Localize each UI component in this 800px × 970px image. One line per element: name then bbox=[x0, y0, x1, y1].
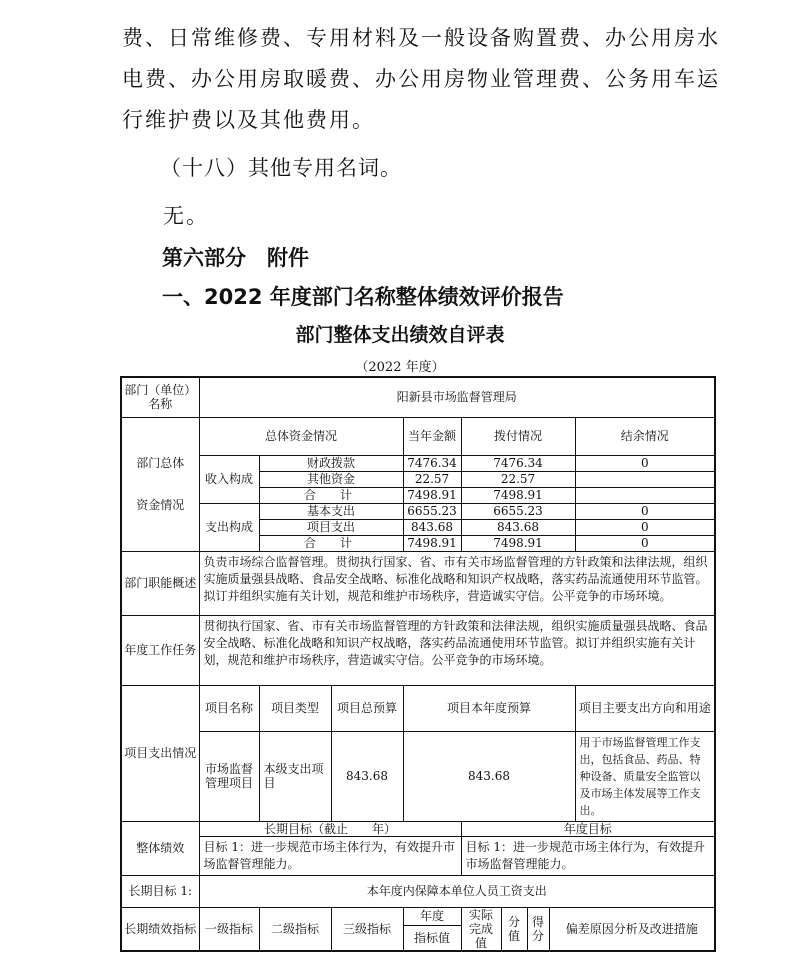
indicator-label: 长期绩效指标 bbox=[121, 907, 199, 951]
income-balance bbox=[575, 471, 715, 487]
long-goal-1-row bbox=[121, 875, 715, 907]
expense-allocated: 7498.91 bbox=[461, 535, 575, 551]
score-points-header: 分值 bbox=[501, 907, 527, 951]
project-name: 市场监督管理项目 bbox=[199, 731, 259, 821]
goals-header-row bbox=[121, 821, 715, 836]
expense-balance: 0 bbox=[575, 535, 715, 551]
indicator-header-row-1 bbox=[121, 907, 715, 925]
income-allocated: 7498.91 bbox=[461, 487, 575, 503]
income-amount: 7498.91 bbox=[403, 487, 461, 503]
income-name: 合 计 bbox=[259, 487, 403, 503]
expense-amount: 7498.91 bbox=[403, 535, 461, 551]
task-label: 年度工作任务 bbox=[121, 615, 199, 685]
none-text: 无。 bbox=[163, 204, 209, 228]
project-header-row bbox=[121, 685, 715, 731]
expense-allocated: 6655.23 bbox=[461, 503, 575, 519]
income-name: 财政拨款 bbox=[259, 455, 403, 471]
level2-header: 二级指标 bbox=[259, 907, 331, 951]
task-text: 贯彻执行国家、省、市有关市场监督管理的方针政策和法律法规，组织实施质量强县战略、食品安全战略、标准化战略和知识产权战略，落实药品流通使用环节监管。拟订并组织实施有关计划，规范和维护市场秩序，营造诚实守信。公平竞争的市场环境。 bbox=[199, 615, 715, 685]
expense-amount: 6655.23 bbox=[403, 503, 461, 519]
target-header: 指标值 bbox=[403, 925, 461, 951]
dept-row bbox=[121, 377, 715, 417]
goals-row bbox=[121, 836, 715, 875]
project-year-budget: 843.68 bbox=[403, 731, 575, 821]
performance-table bbox=[120, 376, 716, 952]
income-amount: 22.57 bbox=[403, 471, 461, 487]
project-total-budget-header: 项目总预算 bbox=[331, 685, 403, 731]
actual-header: 实际完成值 bbox=[461, 907, 501, 951]
function-row bbox=[121, 551, 715, 615]
expense-label: 支出构成 bbox=[199, 503, 259, 551]
expense-row-1 bbox=[121, 503, 715, 519]
overall-funds-header: 总体资金情况 bbox=[199, 417, 403, 455]
deviation-header: 偏差原因分析及改进措施 bbox=[549, 907, 715, 951]
project-name-header: 项目名称 bbox=[199, 685, 259, 731]
long-term-header: 长期目标（截止 年） bbox=[199, 821, 461, 836]
project-year-budget-header: 项目本年度预算 bbox=[403, 685, 575, 731]
funds-group-label bbox=[121, 417, 199, 551]
allocated-header: 拨付情况 bbox=[461, 417, 575, 455]
function-label: 部门职能概述 bbox=[121, 551, 199, 615]
annual-goal: 目标 1：进一步规范市场主体行为，有效提升市场监督管理能力。 bbox=[461, 836, 715, 875]
project-direction: 用于市场监督管理工作支出，包括食品、药品、特种设备、质量安全监管以及市场主体发展等工作支出。 bbox=[575, 731, 715, 821]
funds-header-row bbox=[121, 417, 715, 455]
current-amount-header: 当年金额 bbox=[403, 417, 461, 455]
body-line-1: 费、日常维修费、专用材料及一般设备购置费、办公用房水 bbox=[122, 26, 720, 50]
body-line-3: 行维护费以及其他费用。 bbox=[122, 108, 375, 132]
expense-name: 项目支出 bbox=[259, 519, 403, 535]
income-balance: 0 bbox=[575, 455, 715, 471]
income-allocated: 22.57 bbox=[461, 471, 575, 487]
expense-name: 合 计 bbox=[259, 535, 403, 551]
project-type-header: 项目类型 bbox=[259, 685, 331, 731]
score-header: 得分 bbox=[527, 907, 549, 951]
expense-balance: 0 bbox=[575, 503, 715, 519]
level3-header: 三级指标 bbox=[331, 907, 403, 951]
income-allocated: 7476.34 bbox=[461, 455, 575, 471]
dept-label: 部门（单位）名称 bbox=[121, 377, 199, 417]
funds-group-label-1: 部门总体 bbox=[136, 456, 185, 470]
task-row bbox=[121, 615, 715, 685]
income-balance bbox=[575, 487, 715, 503]
body-line-2: 电费、办公用房取暖费、办公用房物业管理费、公务用车运 bbox=[122, 67, 720, 91]
overall-perf-label: 整体绩效 bbox=[121, 821, 199, 875]
funds-group-label-2: 资金情况 bbox=[136, 498, 185, 512]
balance-header: 结余情况 bbox=[575, 417, 715, 455]
income-row-1 bbox=[121, 455, 715, 471]
project-type: 本级支出项目 bbox=[259, 731, 331, 821]
project-direction-header: 项目主要支出方向和用途 bbox=[575, 685, 715, 731]
income-amount: 7476.34 bbox=[403, 455, 461, 471]
level1-header: 一级指标 bbox=[199, 907, 259, 951]
income-label: 收入构成 bbox=[199, 455, 259, 503]
income-name: 其他资金 bbox=[259, 471, 403, 487]
project-row bbox=[121, 731, 715, 821]
expense-name: 基本支出 bbox=[259, 503, 403, 519]
dept-name: 阳新县市场监督管理局 bbox=[199, 377, 715, 417]
annual-header: 年度目标 bbox=[461, 821, 715, 836]
expense-allocated: 843.68 bbox=[461, 519, 575, 535]
long-goal1-text: 本年度内保障本单位人员工资支出 bbox=[199, 875, 715, 907]
section-title: 第六部分 附件 bbox=[162, 246, 309, 270]
report-title: 一、2022 年度部门名称整体绩效评价报告 bbox=[162, 285, 564, 309]
project-label: 项目支出情况 bbox=[121, 685, 199, 821]
expense-amount: 843.68 bbox=[403, 519, 461, 535]
long-goal1-label: 长期目标 1: bbox=[121, 875, 199, 907]
project-total-budget: 843.68 bbox=[331, 731, 403, 821]
expense-balance: 0 bbox=[575, 519, 715, 535]
long-term-goal: 目标 1：进一步规范市场主体行为，有效提升市场监督管理能力。 bbox=[199, 836, 461, 875]
table-title: 部门整体支出绩效自评表 bbox=[295, 324, 505, 346]
year-header: 年度 bbox=[403, 907, 461, 925]
function-text: 负责市场综合监督管理。贯彻执行国家、省、市有关市场监督管理的方针政策和法律法规，组织实施质量强县战略、食品安全战略、标准化战略和知识产权战略，落实药品流通使用环节监管。拟订并组织实施有关计划，规范和维护市场秩序，营造诚实守信。公平竞争的市场环境。 bbox=[199, 551, 715, 615]
table-year: （2022 年度） bbox=[355, 360, 445, 375]
item-18-heading: （十八）其他专用名词。 bbox=[160, 156, 402, 180]
